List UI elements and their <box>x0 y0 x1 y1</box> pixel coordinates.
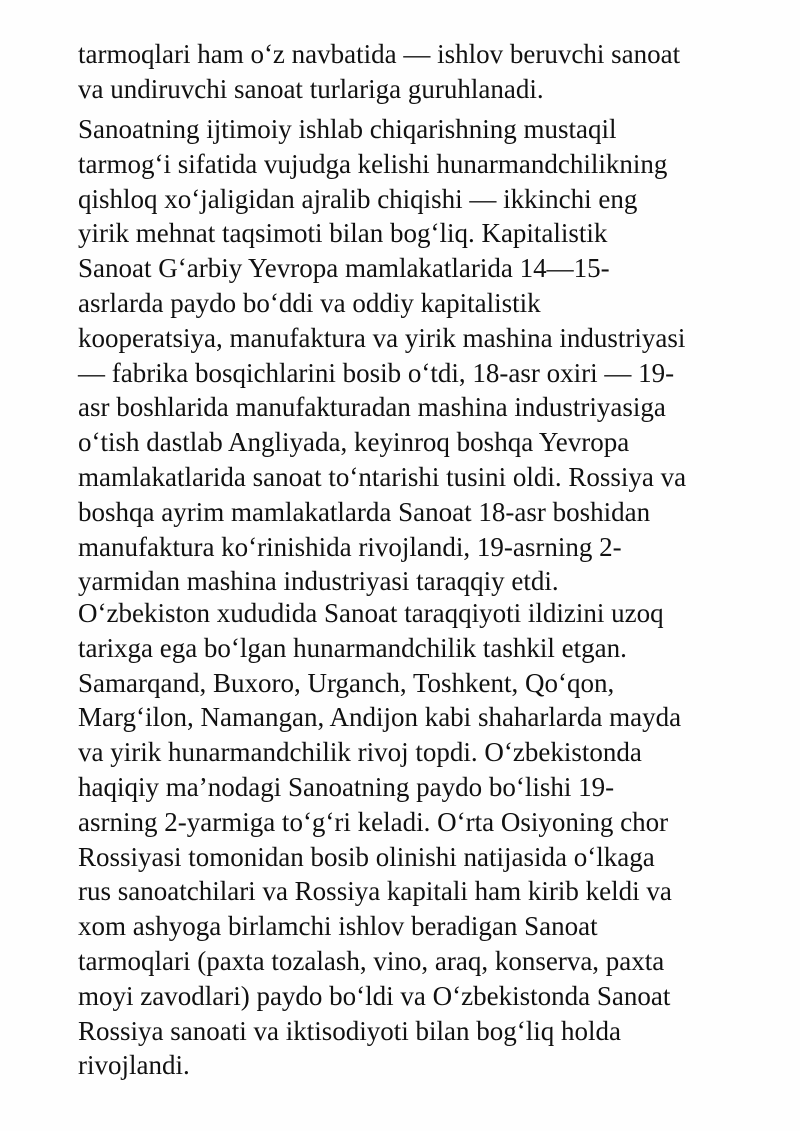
text-line: Rossiyasi tomonidan bosib olinishi natijasida o‘lkaga <box>78 841 655 872</box>
text-line: tarmog‘i sifatida vujudga kelishi hunarmandchilikning <box>78 148 668 179</box>
text-line: haqiqiy ma’nodagi Sanoatning paydo bo‘lishi 19- <box>78 771 615 802</box>
text-line: Rossiya sanoati va iktisodiyoti bilan bog‘liq holda <box>78 1015 621 1046</box>
paragraph-1 <box>78 37 740 107</box>
text-line: qishloq xo‘jaligidan ajralib chiqishi — ikkinchi eng <box>78 183 638 214</box>
text-line: asrlarda paydo bo‘ddi va oddiy kapitalistik <box>78 287 541 318</box>
text-line: tarmoqlari (paxta tozalash, vino, araq, konserva, paxta <box>78 945 665 976</box>
text-line: kooperatsiya, manufaktura va yirik mashina industriyasi <box>78 322 686 353</box>
text-line: Marg‘ilon, Namangan, Andijon kabi shaharlarda mayda <box>78 702 682 733</box>
text-line: o‘tish dastlab Angliyada, keyinroq boshqa Yevropa <box>78 427 630 458</box>
text-line: Samarqand, Buxoro, Urganch, Toshkent, Qo‘qon, <box>78 667 615 698</box>
text-line: mamlakatlarida sanoat to‘ntarishi tusini oldi. Rossiya va <box>78 461 687 492</box>
text-line: Sanoat G‘arbiy Yevropa mamlakatlarida 14—15- <box>78 253 610 284</box>
text-line: yarmidan mashina industriyasi taraqqiy etdi. <box>78 566 559 597</box>
text-line: manufaktura ko‘rinishida rivojlandi, 19-asrning 2- <box>78 531 622 562</box>
text-line: Sanoatning ijtimoiy ishlab chiqarishning mustaqil <box>78 114 617 144</box>
text-line: asrning 2-yarmiga to‘g‘ri keladi. O‘rta Osiyoning chor <box>78 806 669 837</box>
text-line: xom ashyoga birlamchi ishlov beradigan Sanoat <box>78 911 598 942</box>
text-line: va undiruvchi sanoat turlariga guruhlanadi. <box>78 73 544 104</box>
text-line: O‘zbekiston xududida Sanoat taraqqiyoti ildizini uzoq <box>78 598 664 628</box>
paragraph-3 <box>78 596 740 1083</box>
text-line: rivojlandi. <box>78 1050 190 1081</box>
text-line: asr boshlarida manufakturadan mashina industriyasiga <box>78 392 666 423</box>
text-line: — fabrika bosqichlarini bosib o‘tdi, 18-asr oxiri — 19- <box>78 357 675 388</box>
text-line: yirik mehnat taqsimoti bilan bog‘liq. Kapitalistik <box>78 218 608 249</box>
text-line: tarixga ega bo‘lgan hunarmandchilik tashkil etgan. <box>78 632 627 663</box>
text-line: tarmoqlari ham o‘z navbatida — ishlov beruvchi sanoat <box>78 39 681 69</box>
text-line: moyi zavodlari) paydo bo‘ldi va O‘zbekistonda Sanoat <box>78 980 671 1011</box>
text-line: rus sanoatchilari va Rossiya kapitali ham kirib keldi va <box>78 876 672 907</box>
paragraph-2 <box>78 112 740 599</box>
text-line: boshqa ayrim mamlakatlarda Sanoat 18-asr boshidan <box>78 496 651 527</box>
text-line: va yirik hunarmandchilik rivoj topdi. O‘zbekistonda <box>78 737 642 768</box>
